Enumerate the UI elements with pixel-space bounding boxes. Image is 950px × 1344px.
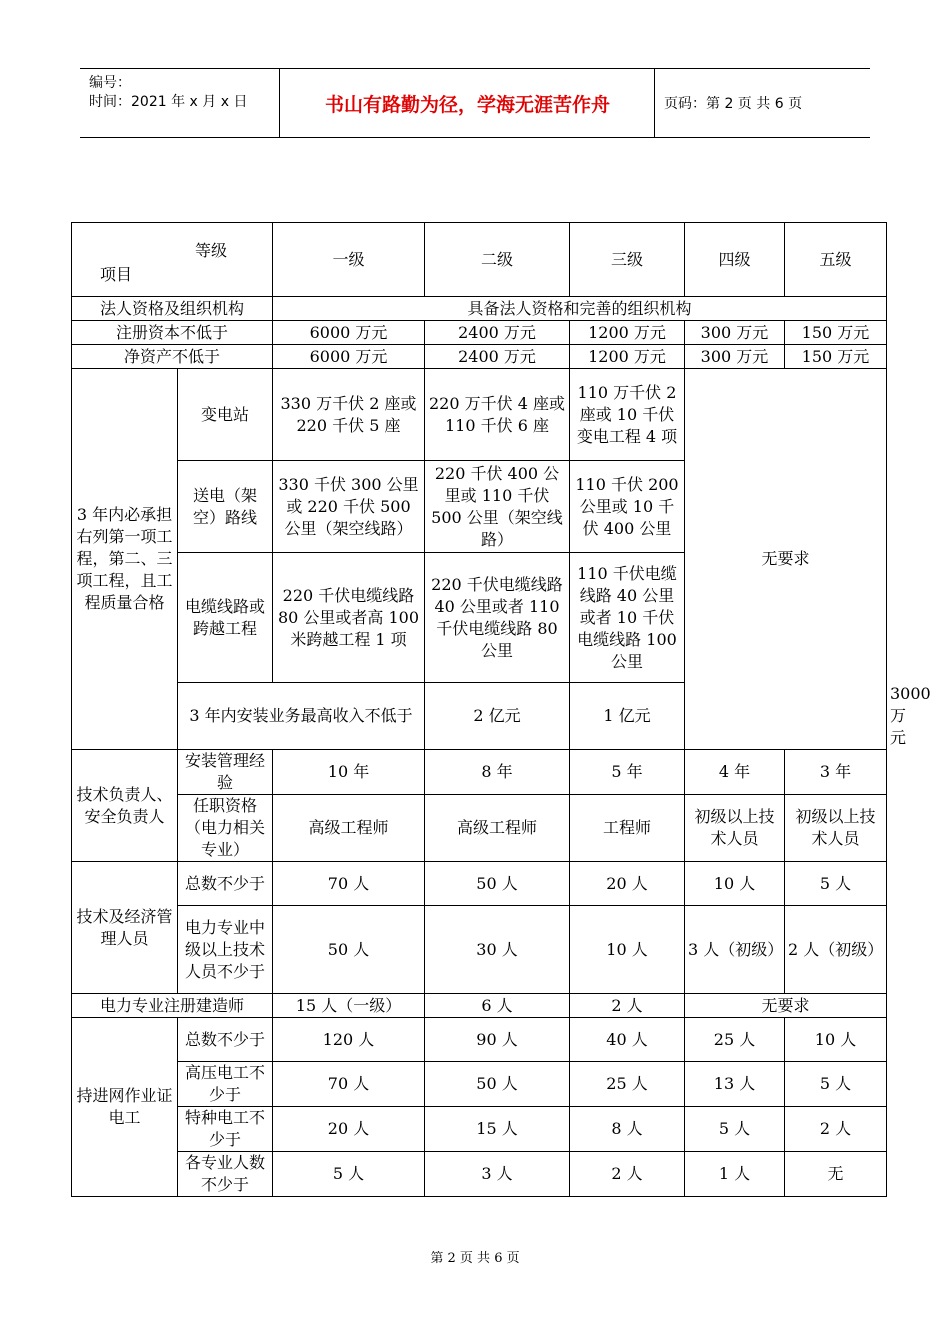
page-header [80, 68, 870, 138]
corner-level-label: 等级 [194, 240, 227, 260]
table-cell: 70 人 [273, 1062, 425, 1107]
row-label: 净资产不低于 [72, 345, 273, 369]
table-cell: 220 千伏电缆线路 40 公里或者 110 千伏电缆线路 80 公里 [425, 553, 570, 683]
corner-item-label: 项目 [100, 264, 133, 284]
row-label: 总数不少于 [178, 862, 273, 906]
table-cell: 8 年 [425, 750, 570, 795]
level-header: 一级 [273, 223, 425, 297]
page-footer: 第 2 页 共 6 页 [430, 1251, 520, 1266]
table-cell: 6000 万元 [273, 345, 425, 369]
table-cell: 10 人 [685, 862, 785, 906]
table-cell: 110 千伏 200 公里或 10 千伏 400 公里 [570, 461, 685, 553]
table-cell: 50 人 [273, 906, 425, 994]
row-label: 法人资格及组织机构 [72, 297, 273, 321]
table-cell: 10 人 [785, 1018, 887, 1062]
table-cell: 150 万元 [785, 345, 887, 369]
table-cell: 2 人 [570, 1152, 685, 1197]
corner-cell [72, 223, 273, 297]
table-cell: 10 人 [570, 906, 685, 994]
row-label: 电力专业中级以上技术人员不少于 [178, 906, 273, 994]
time-label: 时间：2021 年 x 月 x 日 [89, 94, 248, 110]
table-cell: 具备法人资格和完善的组织机构 [273, 297, 887, 321]
row-label: 变电站 [178, 369, 273, 461]
table-cell: 无要求 [685, 994, 887, 1018]
table-cell: 5 人 [785, 862, 887, 906]
table-cell: 高级工程师 [425, 795, 570, 862]
table-cell: 330 万千伏 2 座或 220 千伏 5 座 [273, 369, 425, 461]
header-slogan: 书山有路勤为径，学海无涯苦作舟 [281, 69, 655, 137]
table-row [72, 795, 887, 862]
row-label: 特种电工不少于 [178, 1107, 273, 1152]
table-cell: 5 人 [273, 1152, 425, 1197]
table-cell: 高级工程师 [273, 795, 425, 862]
table-cell: 25 人 [685, 1018, 785, 1062]
table-row [72, 750, 887, 795]
table-cell: 2 人 [570, 994, 685, 1018]
row-label: 高压电工不少于 [178, 1062, 273, 1107]
row-label: 送电（架空）路线 [178, 461, 273, 553]
table-row: 3 年内安装业务最高收入不低于 2 亿元 1 亿元 3000 万元 [72, 683, 887, 750]
header-meta [80, 69, 280, 137]
table-cell: 30 人 [425, 906, 570, 994]
group-label: 持进网作业证电工 [72, 1018, 178, 1197]
table-cell: 3 人（初级） [685, 906, 785, 994]
row-label: 3 年内安装业务最高收入不低于 [178, 683, 425, 750]
table-row [72, 1062, 887, 1107]
table-cell: 15 人（一级） [273, 994, 425, 1018]
table-cell: 10 年 [273, 750, 425, 795]
level-header: 五级 [785, 223, 887, 297]
table-cell: 20 人 [273, 1107, 425, 1152]
row-label: 电缆线路或跨越工程 [178, 553, 273, 683]
table-row [72, 369, 887, 461]
table-header-row [72, 223, 887, 297]
table-cell: 初级以上技术人员 [685, 795, 785, 862]
table-cell: 220 千伏电缆线路 80 公里或者高 100 米跨越工程 1 项 [273, 553, 425, 683]
row-label: 各专业人数不少于 [178, 1152, 273, 1197]
level-header: 四级 [685, 223, 785, 297]
row-label: 电力专业注册建造师 [72, 994, 273, 1018]
table-cell: 40 人 [570, 1018, 685, 1062]
table-cell: 2 亿元 [425, 683, 570, 750]
table-cell: 50 人 [425, 862, 570, 906]
table-cell: 110 万千伏 2 座或 10 千伏变电工程 4 项 [570, 369, 685, 461]
table-cell: 3 年 [785, 750, 887, 795]
table-cell: 220 万千伏 4 座或 110 千伏 6 座 [425, 369, 570, 461]
table-cell: 初级以上技术人员 [785, 795, 887, 862]
table-cell: 150 万元 [785, 321, 887, 345]
header-page-label: 页码：第 2 页 共 6 页 [664, 96, 803, 112]
table-cell: 无要求 [685, 369, 887, 750]
table-row [72, 321, 887, 345]
table-cell: 5 年 [570, 750, 685, 795]
table-cell: 120 人 [273, 1018, 425, 1062]
level-header: 三级 [570, 223, 685, 297]
table-cell: 1 亿元 [570, 683, 685, 750]
table-cell: 6000 万元 [273, 321, 425, 345]
row-label: 注册资本不低于 [72, 321, 273, 345]
table-cell: 15 人 [425, 1107, 570, 1152]
table-cell: 5 人 [685, 1107, 785, 1152]
table-cell: 3 人 [425, 1152, 570, 1197]
table-cell: 无 [785, 1152, 887, 1197]
table-row [72, 994, 887, 1018]
table-cell: 20 人 [570, 862, 685, 906]
table-row [72, 1107, 887, 1152]
row-label: 安装管理经验 [178, 750, 273, 795]
table-row [72, 1018, 887, 1062]
table-cell: 2 人（初级） [785, 906, 887, 994]
table-cell: 25 人 [570, 1062, 685, 1107]
table-row [72, 297, 887, 321]
table-cell: 1 人 [685, 1152, 785, 1197]
table-cell: 13 人 [685, 1062, 785, 1107]
table-cell: 2400 万元 [425, 345, 570, 369]
table-cell: 110 千伏电缆线路 40 公里或者 10 千伏电缆线路 100 公里 [570, 553, 685, 683]
table-cell: 50 人 [425, 1062, 570, 1107]
table-cell: 1200 万元 [570, 345, 685, 369]
group-label: 技术负责人、安全负责人 [72, 750, 178, 862]
table-cell: 2400 万元 [425, 321, 570, 345]
table-cell: 6 人 [425, 994, 570, 1018]
table-row [72, 345, 887, 369]
table-cell: 2 人 [785, 1107, 887, 1152]
table-row [72, 1152, 887, 1197]
row-label: 任职资格（电力相关专业） [178, 795, 273, 862]
table-cell: 工程师 [570, 795, 685, 862]
table-row [72, 862, 887, 906]
table-cell: 300 万元 [685, 321, 785, 345]
table-cell: 300 万元 [685, 345, 785, 369]
table-cell: 1200 万元 [570, 321, 685, 345]
table-cell: 5 人 [785, 1062, 887, 1107]
table-cell: 70 人 [273, 862, 425, 906]
table-row [72, 906, 887, 994]
table-cell: 330 千伏 300 公里或 220 千伏 500 公里（架空线路） [273, 461, 425, 553]
level-header: 二级 [425, 223, 570, 297]
qualification-table [71, 222, 931, 1197]
group-label: 3 年内必承担右列第一项工程，第二、三项工程，且工程质量合格 [72, 369, 178, 750]
row-label: 总数不少于 [178, 1018, 273, 1062]
table-cell: 4 年 [685, 750, 785, 795]
number-label: 编号： [89, 75, 131, 91]
table-cell: 220 千伏 400 公里或 110 千伏 500 公里（架空线路） [425, 461, 570, 553]
group-label: 技术及经济管理人员 [72, 862, 178, 994]
table-cell: 8 人 [570, 1107, 685, 1152]
table-cell: 90 人 [425, 1018, 570, 1062]
